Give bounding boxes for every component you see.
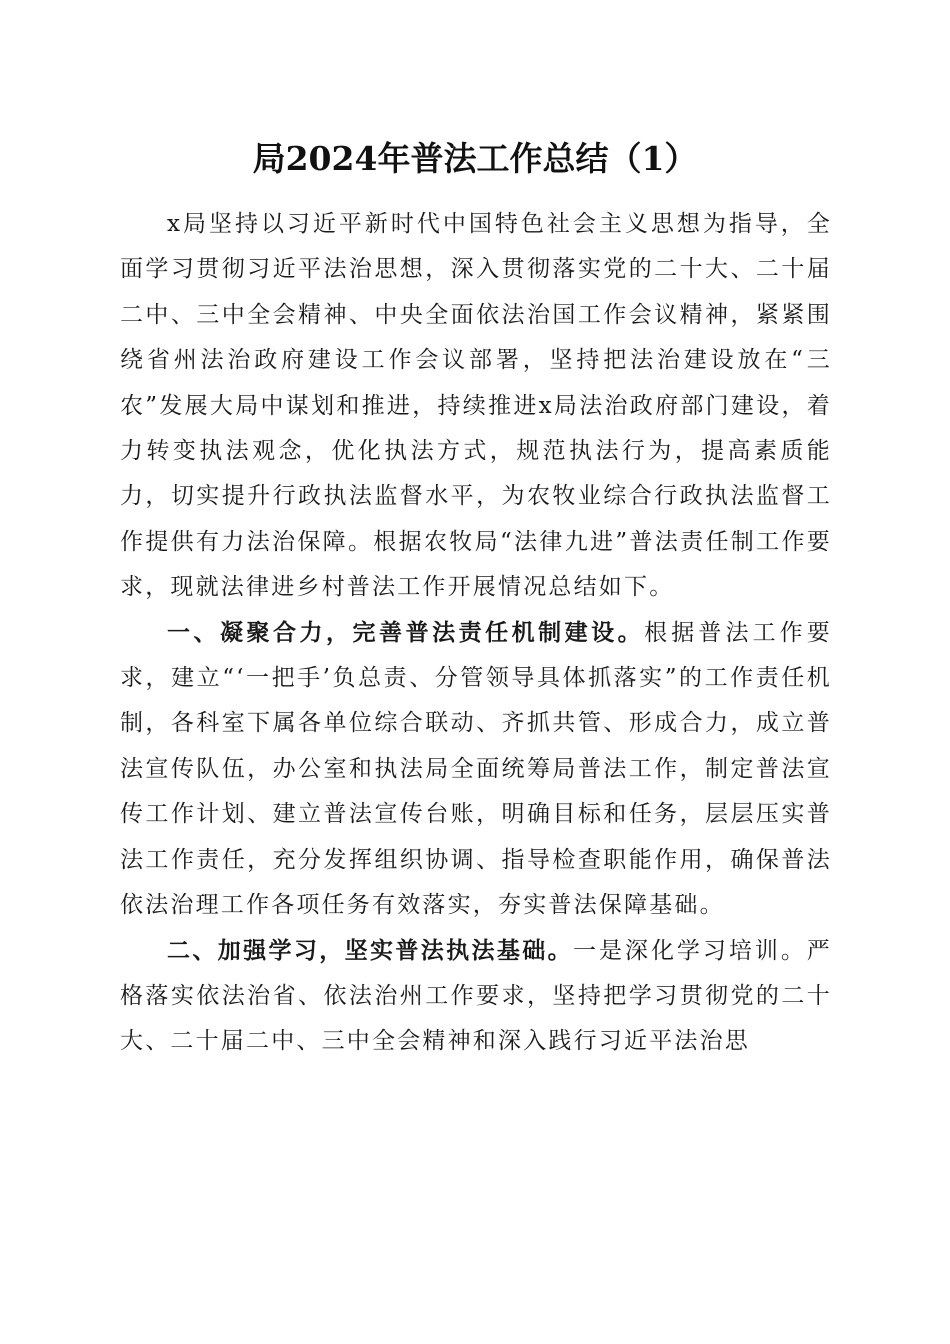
section-one-text: 根据普法工作要求，建立“‘一把手’负总责、分管领导具体抓落实”的工作责任机制，各科室下属各单位综合联动、齐抓共管、形成合力，成立普法宣传队伍，办公室和执法局全面统筹局普法工作，制定普法宣传工作计划、建立普法宣传台账，明确目标和任务，层层压实普法工作责任，充分发挥组织协调、指导检查职能作用，确保普法依法治理工作各项任务有效落实，夯实普法保障基础。: [120, 619, 832, 919]
intro-paragraph-text: x局坚持以习近平新时代中国特色社会主义思想为指导，全面学习贯彻习近平法治思想，深入贯彻落实党的二十大、二十届二中、三中全会精神、中央全面依法治国工作会议精神，紧紧围绕省州法治政府建设工作会议部署，坚持把法治建设放在“三农”发展大局中谋划和推进，持续推进x局法治政府部门建设，着力转变执法观念，优化执法方式，规范执法行为，提高素质能力，切实提升行政执法监督水平，为农牧业综合行政执法监督工作提供有力法治保障。根据农牧局“法律九进”普法责任制工作要求，现就法律进乡村普法工作开展情况总结如下。: [120, 211, 832, 601]
section-one-heading: 一、凝聚合力，完善普法责任机制建设。: [167, 619, 645, 646]
document-title: 局2024年普法工作总结（1）: [252, 139, 698, 178]
section-two-heading: 二、加强学习，坚实普法执法基础。: [167, 937, 574, 964]
section-two-text: 一是深化学习培训。严格落实依法治省、依法治州工作要求，坚持把学习贯彻党的二十大、二十届二中、三中全会精神和深入践行习近平法治思: [120, 937, 832, 1055]
document-body: [120, 202, 832, 1065]
intro-paragraph: [120, 202, 832, 611]
section-two-paragraph: [120, 929, 832, 1065]
section-one-paragraph: [120, 611, 832, 929]
